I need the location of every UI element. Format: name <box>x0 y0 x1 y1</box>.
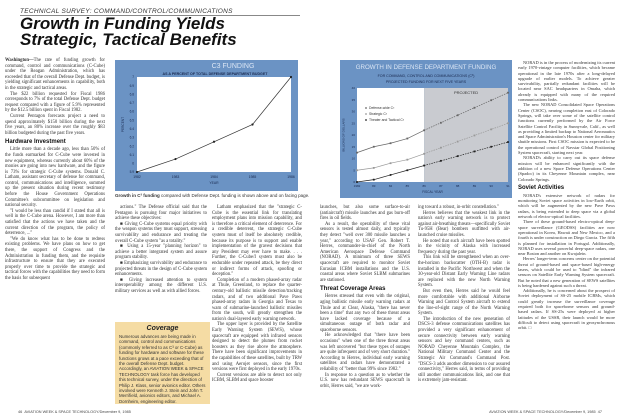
coverage-sidebar-box <box>115 322 210 404</box>
x-tick-label: 89 <box>472 184 477 188</box>
chart1-svg <box>115 60 298 191</box>
data-point <box>507 122 509 124</box>
legend-marker <box>365 107 367 109</box>
paragraph: Completion of a modern phased-array radar at Thule, Greenland, to replace the quarter-century-old ballistic missile detection/tracking radars, and of two additional Pave Paws phased-array radars in Georgia and Texas to warn of submarine-launched ballistic missiles from the south, will greatly strengthen the nation's dual-layered early warning network. <box>212 277 302 322</box>
y-axis-label: BILLIONS OF DOLLARS <box>341 118 346 152</box>
bullet-item: ■ Giving increased attention to system interoperability among the different U.S. military services as well as with allied forces. <box>115 277 207 294</box>
data-point <box>423 153 425 155</box>
x-tick-label: 1984 <box>210 175 218 179</box>
x-tick-label: 87 <box>439 184 443 188</box>
data-point <box>174 158 176 160</box>
dateline: Washington— <box>5 58 34 63</box>
subheading-threat-coverage-areas: Threat Coverage Areas <box>320 286 386 293</box>
paragraph: launches, but also some surface-to-air (antiaircraft) missile launches and gas burn-off fires in oil fields. <box>320 205 410 222</box>
paragraph: The upper layer is provided by the Satellite Early Warning System (SEWS), whose spacecraft are equipped with infrared sensors designed to detect the plumes from rocket boosters as they rise above the atmosphere. There have been significant improvements in the capabilities of these satellites, built by TRW and using Aerojet sensors, since the first versions were first deployed in the early 1970s. <box>212 322 302 373</box>
paragraph: NORAD's ability to carry out its space defense mission will be enhanced significantly with the addition of a new Space Defense Operations Center (Spadoc) in its Cheyenne Mountain complex, near Colorado Springs. <box>518 155 615 182</box>
y-tick-label: 5 <box>353 168 355 173</box>
y-tick-label: 6.6 <box>129 109 134 114</box>
y-tick-label: 6.5 <box>129 118 134 123</box>
y-tick-label: 10 <box>351 156 355 161</box>
x-tick-label: 83 <box>372 184 376 188</box>
data-point <box>440 147 442 149</box>
legend-marker <box>365 119 367 121</box>
y-tick-label: 6.4 <box>129 127 134 132</box>
paragraph: Latham emphasized that the "strategic C-Cube is the essential link for translating employment plans into mission capability, and is therefore a critical element of deterrence. For a credible deterrent, the strategic C-Cube system must of itself be absolutely credible, because its purpose is to support and enable implementation of the gravest decisions that any President may ever have to make. . . . Further, the C-Cube/I system must also be endurable under repeated attack, be they direct or indirect forms of attack, spoofing or deception." <box>212 205 302 278</box>
paragraph: NORAD is in the process of modernizing its current early 1970-vintage computer facilities, which became operational in the late 1970s after a long-delayed upgrade of earlier models. To achieve greater survivability, partially redundant facilities will be located near SAC headquarters in Omaha, which already is equipped with many of the required communications links. <box>518 60 615 103</box>
paragraph: ing toward a robust, in-orbit constellation." <box>418 205 499 210</box>
paragraph: In response to a question as to whether the U.S. now has redundant SEWS spacecraft in orbit, Herres said, "we are work- <box>320 372 410 389</box>
data-point <box>373 179 375 181</box>
paragraph: This link will be strengthened when an over-the-horizon backscatter (OTH-B) radar is installed in the Pacific Northwest and when the 30-year-old Distant Early Warning Line radars are replaced with the new North Warning System. <box>418 255 510 289</box>
x-tick-label: 1986 <box>287 175 295 179</box>
bullet-item: ■ Emphasizing survivability and endurance to projected threats in the design of C-Cube system enhancements. <box>115 260 207 278</box>
data-point <box>507 141 509 143</box>
x-axis-label: FISCAL YEAR <box>422 190 443 194</box>
y-tick-label: 6 <box>132 161 134 166</box>
paragraph: actions." The Defense official said that the Pentagon is pursuing four major initiatives to achieve these objectives: <box>115 205 207 222</box>
data-point <box>373 146 375 148</box>
paragraph: The rate of funding growth for command, control and communications (C-Cube) under the Reagan Administration, which has exceeded that of the overall Defense Dept. budget, is yielding significant enhancements in capability, both in the strategic and tactical areas. <box>5 58 105 91</box>
coverage-title: Coverage <box>146 325 179 332</box>
y-tick-label: 6.8 <box>129 92 134 97</box>
paragraph: Little more than a decade ago, less than 50% of the funds earmarked for C-Cube were invested in new equipment, whereas currently about 60% of the monies are going into new hardware, and the figure is 73% for strategic C-Cube systems. Donald C. Latham, assistant secretary of defense for command, control, communications and intelligence, summed up the present situation during recent testimony before the House Government Operations Committee's subcommittee on legislation and national security. <box>5 147 105 209</box>
y-tick-label: 6.2 <box>129 144 134 149</box>
data-point <box>290 76 292 78</box>
chart-subtitle: FOR COMMAND, CONTROL AND COMMUNICATIONS (C³) <box>377 74 475 78</box>
data-point <box>440 160 442 162</box>
y-tick-label: 35 <box>351 97 355 102</box>
data-point <box>474 135 476 137</box>
data-point <box>213 141 215 143</box>
paragraph: The $22 billion requested for Fiscal 1986 corresponds to 7% of the total Defense Dept. budget request compared with a figure of 5.9% represented by the $12.5 billion spent in Fiscal 1982. <box>5 91 105 114</box>
column-2 <box>115 205 207 295</box>
footer-publication: AVIATION WEEK & SPACE TECHNOLOGY/December 9, 1985 <box>24 410 131 414</box>
y-axis-label: PERCENT <box>121 116 125 133</box>
plot-area-projected <box>424 88 508 182</box>
data-point <box>423 129 425 131</box>
column-3 <box>212 205 302 384</box>
bullet-item: ■ Using a 15-year "planning horizon" to achieve a better integrated system and assure program stability. <box>115 244 207 261</box>
data-point <box>356 181 358 183</box>
article-headline <box>20 16 320 48</box>
paragraph: But even then, Herres said he would feel more comfortable with additional Airborne Warning and Control System aircraft to extend the line-of-sight range of the North Warning System. <box>418 288 510 317</box>
figure-caption <box>115 193 309 198</box>
data-point <box>251 123 253 125</box>
paragraph: The new NORAD Consolidated Space Operations Center (CSOC), nearing completion east of Colorado Springs, will take over some of the satellite control functions currently performed by the Air Force Satellite Control Facility in Sunnyvale, Calif., as well as providing a limited backup to National Aeronautics and Space Administration's Houston center for military shuttle missions. First CSOC mission is expected to be the operational control of Navstar Global Positioning System spacecraft, starting next year. <box>518 102 615 156</box>
chart2-svg <box>340 60 512 198</box>
paragraph: He acknowledged that "there have been occasions" when one of the three threat areas was left uncovered "but these types of outages are quite infrequent and of very short duration." According to Herres, individual early warning satellites and radars have demonstrated a reliability of "better than 99% since 1982." <box>320 333 410 373</box>
data-point <box>423 165 425 167</box>
data-point <box>457 155 459 157</box>
chart-title: C3 FUNDING <box>211 63 255 70</box>
y-tick-label: 6.9 <box>129 83 134 88</box>
data-point <box>457 114 459 116</box>
paragraph: Additionally, he is concerned about the prospect of Soviet deployment of SS-25 mobile ICBMs, which could greatly increase the surveillance coverage required both for spaceborne sensors and ground-based radars. If SS-25s were deployed at higher latitudes of the USSR, their launch would be more difficult to detect using spacecraft in geosynchronous orbit. □ <box>518 288 615 331</box>
column-1 <box>5 58 105 282</box>
paragraph: "I would be less than candid if I stated that all is well in the C-Cube arena. However, I am more than satisfied that the actions we have taken and the current direction of the program, the policy of deterrence, ..." <box>5 208 105 237</box>
data-point <box>440 122 442 124</box>
x-axis-label: YEAR <box>209 181 219 185</box>
bullet-item: ■ Giving C-Cube systems equal priority with the weapon systems they must support, stressing survivability and endurance and treating the overall C-Cube system "as a totality." <box>115 221 207 244</box>
paragraph: "We do know what has to be done to redress existing problems. We have plans on how to get there, the support of Congress and the Administration in funding them, and the requisite infrastructure to ensure that they are executed properly over time to provide the strategic and tactical forces with the capabilities they need to form the basis for subsequent <box>5 236 105 281</box>
paragraph: Herres believes that the weakest link in the nation's early warning network is to protect against air-breathing threats—specifically Soviet Tu-95H (Bear) bombers outfitted with air-launched cruise missiles. <box>418 210 510 238</box>
data-point <box>406 159 408 161</box>
y-tick-label: 5.9 <box>129 170 134 175</box>
y-tick-label: 6.7 <box>129 101 134 106</box>
y-tick-label: 20 <box>351 133 355 138</box>
right-folio <box>489 410 602 414</box>
legend-marker <box>365 113 367 115</box>
data-point <box>490 99 492 101</box>
y-tick-label: 7 <box>132 75 134 80</box>
paragraph: As a result, the operability of these vital sensors is tested almost daily, and typically they detect "well over 300 missile launches a year," according to USAF Gen. Robert T. Herres, commander-in-chief of the North American Aerospace Defense Command (NORAD). A minimum of three SEWS spacecraft are required to monitor Soviet Eurasian ICBM installations and the U.S. coastal areas where Soviet SLBM submarines are stationed. <box>320 221 410 283</box>
chart-subtitle: PROJECTED FUNDING FOR NEXT FIVE YEARS <box>385 80 467 84</box>
column-6 <box>518 60 615 331</box>
x-tick-label: 91 <box>506 184 510 188</box>
x-tick-label: 84 <box>388 184 393 188</box>
page-number: 46 <box>18 410 23 414</box>
data-point <box>406 138 408 140</box>
projected-label: PROJECTED <box>453 90 479 95</box>
defense-funding-growth-chart <box>340 60 512 198</box>
x-tick-label: 88 <box>455 184 460 188</box>
x-tick-label: 1983 <box>171 175 180 179</box>
caption-bold: Growth in C³ funding <box>115 193 160 198</box>
x-tick-label: 86 <box>422 184 426 188</box>
paragraph: NORAD's extensive network of radars for monitoring Soviet space activities in low-Earth orbit, which will be augmented by the new Pave Paws radars, is being extended to deep space via a global network of electro-optical facilities. <box>518 192 615 220</box>
data-point <box>490 128 492 130</box>
plot-area <box>137 77 291 172</box>
coverage-body: Numerous advances are being made in command, control and communications (commonly referred to as C³ or C-Cube) as funding for hardware and software for these functions grows at a pace exceeding that of the overall Defense Dept. budget. Accordingly, an AVIATION WEEK & SPACE TECHNOLOGY task force has developed this technical survey, under the direction of Philip J. Klass, senior avionics editor. Others involved were Kenneth J. Stein and John T. Merrifield, avionics editors, and Michael A. Dornheim, engineering editor. <box>119 334 206 404</box>
data-point <box>390 142 392 144</box>
data-point <box>474 151 476 153</box>
chart-title: GROWTH IN DEFENSE DEPARTMENT FUNDING <box>355 64 497 71</box>
data-point <box>474 107 476 109</box>
data-point <box>390 174 392 176</box>
paragraph: He noted that such aircraft have been spotted in the vicinity of Alaska with increased frequency during the past year. <box>418 238 510 255</box>
x-tick-label: 1982 <box>353 184 361 188</box>
headline-line-1: Growth in Funding Yields <box>20 14 225 33</box>
y-tick-label: 6.1 <box>129 152 134 157</box>
data-point <box>373 167 375 169</box>
paragraph: Current versions are able to detect not only ICBM, SLBM and space booster <box>212 372 302 384</box>
c3-funding-percent-chart <box>115 60 298 191</box>
chart-subtitle: AS A PERCENT OF TOTAL DEFENSE DEPARTMENT BUDGET <box>162 72 268 76</box>
caption-text: compared with Defense Dept. funding is shown above and on facing page. <box>159 193 310 198</box>
y-tick-label: 15 <box>351 144 355 149</box>
x-tick-label: 1985 <box>248 175 257 179</box>
data-point <box>490 146 492 148</box>
paragraph: Herres' longer-term concerns center on the potential threat of ground-based and space-based high-energy lasers, which could be used to "blind" the infrared sensors on Satellite Early Warning System spacecraft. But he noted that a new generation of SEWS satellites is being hardened against such a threat. <box>518 256 615 288</box>
y-tick-label: 6.3 <box>129 135 134 140</box>
column-4 <box>320 205 410 389</box>
paragraph: Herres stressed that even with the original, aging ballistic missile early warning radars at Thule and at Clear, Alaska, "there has never been a time" that any two of these threat areas have lacked coverage because of a simultaneous outage of both radar and spaceborne sensors. <box>320 294 410 333</box>
footer-publication: AVIATION WEEK & SPACE TECHNOLOGY/December 9, 1985 <box>489 410 596 414</box>
data-point <box>507 92 509 94</box>
x-tick-label: 90 <box>489 184 493 188</box>
paragraph: The introduction of the new generation of DSCS-3 defense communications satellites has provided a very significant enhancement of secure connectivity between early warning sensors and key command centers, such as NORAD Cheyenne Mountain Complex, the National Military Command Center and the Strategic Air Command's Command Post. "DSCS-3 adds another dimension to our assured connectivity," Herres said, in terms of providing still another communications link, and one that is extremely jam-resistant. <box>418 316 510 384</box>
data-point <box>136 171 138 173</box>
data-point <box>356 169 358 171</box>
y-tick-label: 40 <box>351 86 355 91</box>
headline-line-2: Strategic, Tactical Benefits <box>20 30 237 49</box>
legend-label: Strategic C³ <box>369 112 387 117</box>
subheading-soviet-activities: Soviet Activities <box>518 184 565 191</box>
x-tick-label: 85 <box>405 184 410 188</box>
data-point <box>457 141 459 143</box>
data-point <box>356 152 358 154</box>
subheading-hardware-investment: Hardware Investment <box>5 139 66 146</box>
left-folio <box>18 410 131 414</box>
column-5 <box>418 205 510 384</box>
y-tick-label: 30 <box>351 109 355 114</box>
page-number: 47 <box>597 410 602 414</box>
paragraph: Current Pentagon forecasts project a need to spend approximately $150 billion during the next five years, an 80% increase over the roughly $83 billion budgeted during the past five years. <box>5 113 105 136</box>
x-tick-label: 1982 <box>133 175 141 179</box>
legend-label: Defense-wide C³ <box>369 106 395 111</box>
y-tick-label: 25 <box>351 121 355 126</box>
section-kicker: TECHNICAL SURVEY: COMMAND/CONTROL/COMMUNICATIONS <box>20 8 300 16</box>
paragraph: Three of these ground-based electro-optical deep-space surveillance (GEODSS) facilities are now operational in Korea, Hawaii and New Mexico, and a fourth is under construction on Diego Garcia. The fifth is planned for installation in Portugal. Additionally, NORAD uses several powerful deep-space radars, one near Boston and another on Kwajalein. <box>518 219 615 257</box>
legend-label: Theater and Tactical C³ <box>369 118 404 123</box>
data-point <box>390 162 392 164</box>
y-tick-label: 0 <box>353 180 355 185</box>
data-point <box>406 169 408 171</box>
